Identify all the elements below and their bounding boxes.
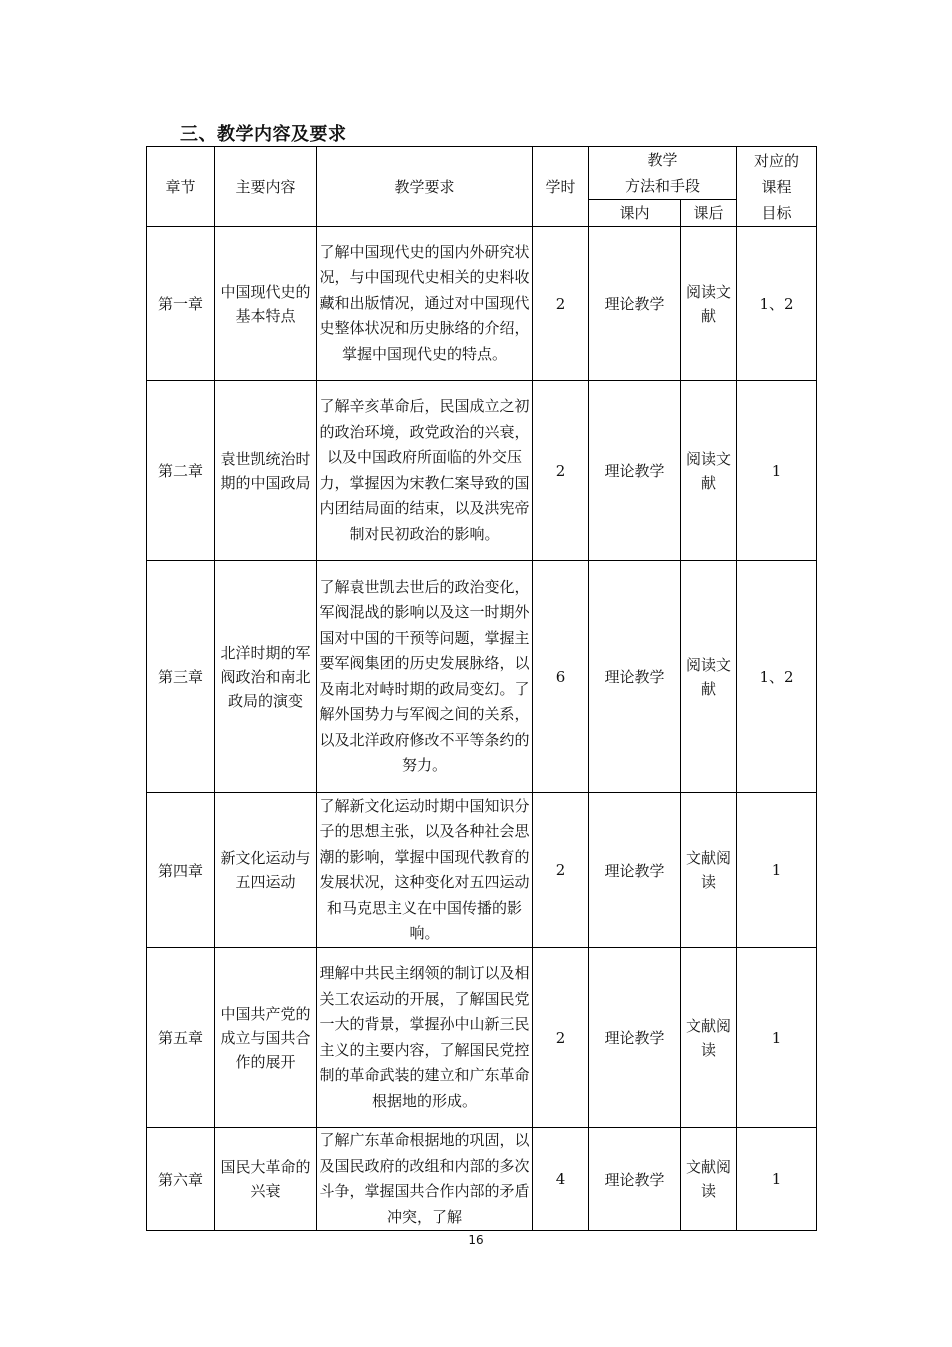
target-cell: 1: [737, 948, 817, 1128]
table-row: [147, 1128, 817, 1231]
chapter-cell: 第一章: [147, 227, 215, 381]
after-class-cell: 文献阅读: [681, 1128, 737, 1231]
chapter-cell: 第二章: [147, 381, 215, 561]
chapter-cell: 第三章: [147, 561, 215, 793]
header-target: 对应的 课程 目标: [737, 147, 817, 227]
target-cell: 1: [737, 1128, 817, 1231]
target-cell: 1: [737, 381, 817, 561]
after-class-cell: 阅读文献: [681, 381, 737, 561]
chapter-cell: 第四章: [147, 793, 215, 948]
in-class-cell: 理论教学: [589, 561, 681, 793]
table-row: [147, 948, 817, 1128]
content-cell: 袁世凯统治时期的中国政局: [215, 381, 317, 561]
in-class-cell: 理论教学: [589, 948, 681, 1128]
in-class-cell: 理论教学: [589, 1128, 681, 1231]
requirement-cell: 了解辛亥革命后，民国成立之初的政治环境，政党政治的兴衰，以及中国政府所面临的外交压力，掌握因为宋教仁案导致的国内团结局面的结束，以及洪宪帝制对民初政治的影响。: [317, 381, 533, 561]
content-cell: 新文化运动与五四运动: [215, 793, 317, 948]
in-class-cell: 理论教学: [589, 793, 681, 948]
after-class-cell: 文献阅读: [681, 948, 737, 1128]
header-chapter: 章节: [147, 147, 215, 227]
after-class-cell: 文献阅读: [681, 793, 737, 948]
hours-cell: 2: [533, 381, 589, 561]
requirement-cell: 了解新文化运动时期中国知识分子的思想主张，以及各种社会思潮的影响，掌握中国现代教育的发展状况，这种变化对五四运动和马克思主义在中国传播的影响。: [317, 793, 533, 948]
hours-cell: 2: [533, 227, 589, 381]
section-title: 三、教学内容及要求: [180, 124, 347, 145]
table-row: [147, 793, 817, 948]
syllabus-table: [146, 146, 817, 1231]
content-cell: 北洋时期的军阀政治和南北政局的演变: [215, 561, 317, 793]
hours-cell: 2: [533, 948, 589, 1128]
table-row: [147, 381, 817, 561]
after-class-cell: 阅读文献: [681, 227, 737, 381]
header-hours: 学时: [533, 147, 589, 227]
in-class-cell: 理论教学: [589, 227, 681, 381]
content-cell: 中国共产党的成立与国共合作的展开: [215, 948, 317, 1128]
content-cell: 中国现代史的基本特点: [215, 227, 317, 381]
table-row: [147, 227, 817, 381]
chapter-cell: 第六章: [147, 1128, 215, 1231]
hours-cell: 4: [533, 1128, 589, 1231]
header-method: 教学 方法和手段: [589, 147, 737, 200]
after-class-cell: 阅读文献: [681, 561, 737, 793]
header-after-class: 课后: [681, 200, 737, 227]
header-in-class: 课内: [589, 200, 681, 227]
hours-cell: 6: [533, 561, 589, 793]
hours-cell: 2: [533, 793, 589, 948]
page-number: 16: [468, 1233, 484, 1247]
header-requirement: 教学要求: [317, 147, 533, 227]
content-cell: 国民大革命的兴衰: [215, 1128, 317, 1231]
target-cell: 1、2: [737, 227, 817, 381]
chapter-cell: 第五章: [147, 948, 215, 1128]
header-content: 主要内容: [215, 147, 317, 227]
requirement-cell: 了解广东革命根据地的巩固，以及国民政府的改组和内部的多次斗争，掌握国共合作内部的矛盾冲突，了解: [317, 1128, 533, 1231]
in-class-cell: 理论教学: [589, 381, 681, 561]
requirement-cell: 了解袁世凯去世后的政治变化，军阀混战的影响以及这一时期外国对中国的干预等问题，掌握主要军阀集团的历史发展脉络，以及南北对峙时期的政局变幻。了解外国势力与军阀之间的关系，以及北洋政府修改不平等条约的努力。: [317, 561, 533, 793]
requirement-cell: 了解中国现代史的国内外研究状况，与中国现代史相关的史料收藏和出版情况，通过对中国现代史整体状况和历史脉络的介绍，掌握中国现代史的特点。: [317, 227, 533, 381]
target-cell: 1: [737, 793, 817, 948]
target-cell: 1、2: [737, 561, 817, 793]
table-row: [147, 561, 817, 793]
requirement-cell: 理解中共民主纲领的制订以及相关工农运动的开展，了解国民党一大的背景，掌握孙中山新三民主义的主要内容，了解国民党控制的革命武装的建立和广东革命根据地的形成。: [317, 948, 533, 1128]
